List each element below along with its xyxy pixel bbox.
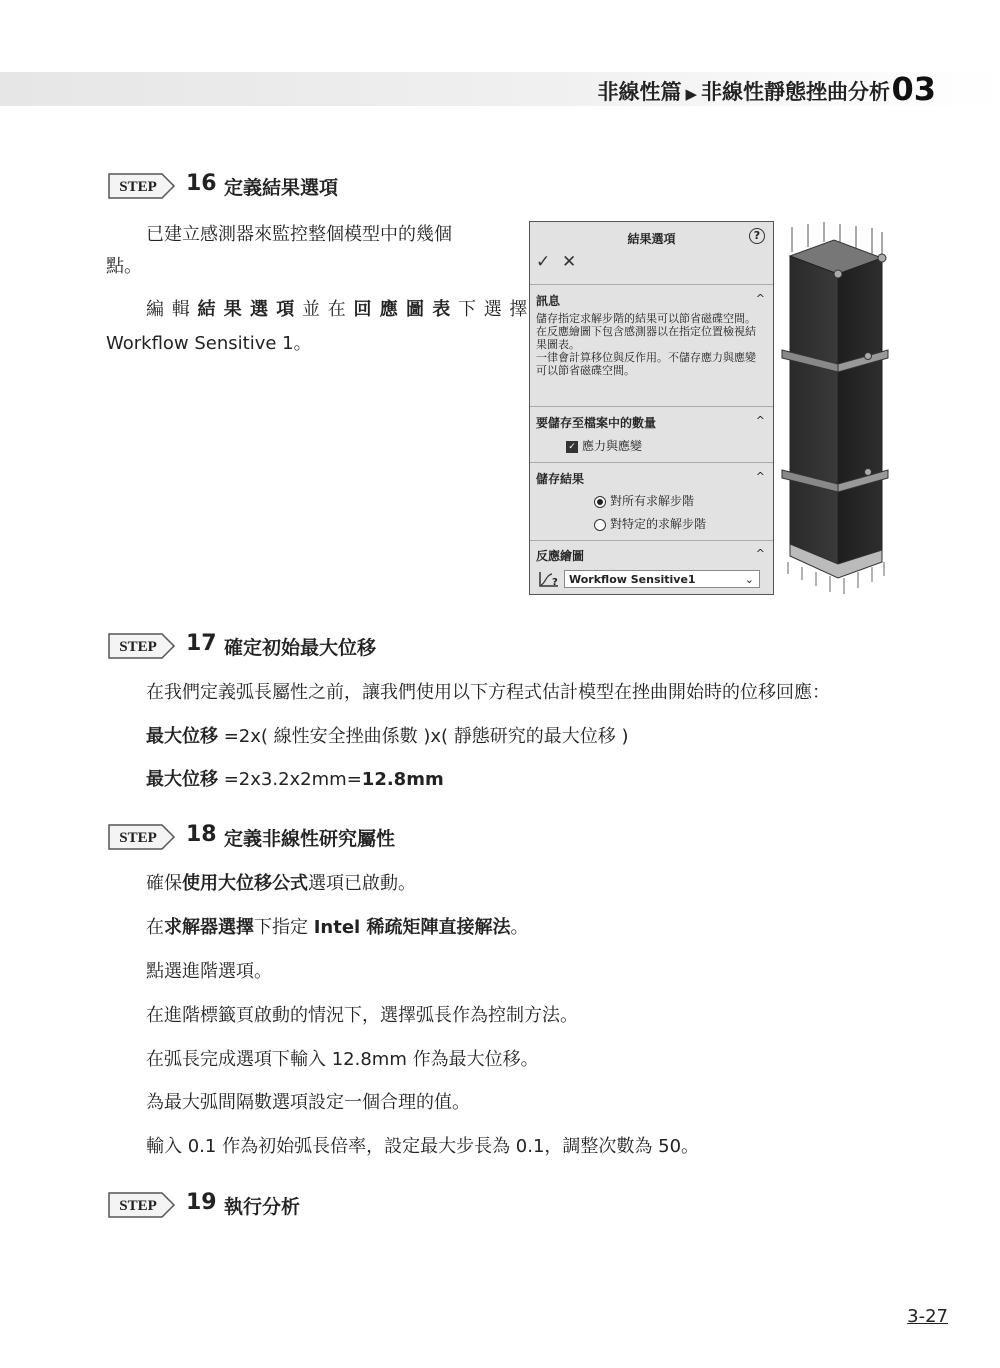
checkbox-checked-icon[interactable]: ✓: [566, 441, 578, 453]
step-badge: [108, 1191, 176, 1219]
dropdown-value: Workflow Sensitive1: [569, 573, 696, 586]
paragraph: 在弧長完成選項下輸入 12.8mm 作為最大位移。: [146, 1049, 539, 1070]
radio-unselected-icon[interactable]: [594, 519, 606, 531]
step-number: 16: [186, 171, 217, 196]
response-sensor-dropdown[interactable]: [564, 570, 760, 588]
radio-label: 對所有求解步階: [610, 494, 695, 508]
section-save-header[interactable]: 儲存結果: [536, 472, 585, 486]
step-badge: [108, 172, 176, 200]
svg-text:?: ?: [552, 577, 558, 588]
section-divider: [530, 406, 773, 407]
running-header: [597, 76, 890, 106]
section-divider: [530, 462, 773, 463]
section-quantities-header[interactable]: 要儲存至檔案中的數量: [536, 416, 657, 430]
radio-all-steps[interactable]: [594, 492, 694, 509]
step-badge-text: STEP: [119, 1198, 157, 1214]
step-number: 19: [186, 1190, 217, 1215]
bold-term: Intel 稀疏矩陣直接解法: [313, 917, 511, 938]
section-divider: [530, 284, 773, 285]
paragraph: [146, 913, 529, 939]
bold-term: 求解器選擇: [164, 917, 254, 938]
step-title: 執行分析: [224, 1196, 301, 1218]
text-span: 下 選 擇: [451, 299, 529, 320]
bold-term: 回 應 圖 表: [353, 299, 452, 320]
chevron-up-icon[interactable]: ^: [755, 470, 765, 483]
cancel-icon[interactable]: ✕: [562, 252, 577, 272]
chevron-up-icon[interactable]: ^: [755, 547, 765, 560]
section-message-header[interactable]: 訊息: [536, 294, 561, 308]
chapter-number: 03: [891, 70, 936, 108]
bold-term: 結 果 選 項: [197, 299, 296, 320]
paragraph: 在我們定義弧長屬性之前，讓我們使用以下方程式估計模型在挫曲開始時的位移回應：: [146, 682, 830, 703]
paragraph: [146, 722, 629, 748]
radio-selected-icon[interactable]: [594, 496, 606, 508]
step-title: 定義非線性研究屬性: [224, 828, 396, 850]
step-title: 定義結果選項: [224, 177, 339, 199]
bold-term: 12.8mm: [361, 769, 444, 790]
text-span: =2x( 線性安全挫曲係數 )x( 靜態研究的最大位移 ): [218, 726, 629, 747]
panel-title: 結果選項: [627, 232, 676, 246]
paragraph: 為最大弧間隔數選項設定一個合理的值。: [146, 1092, 470, 1113]
text-span: 選項已啟動。: [308, 873, 416, 894]
bold-term: 使用大位移公式: [182, 873, 308, 894]
step-badge: [108, 632, 176, 660]
text-span: =2x3.2x2mm=: [218, 769, 362, 790]
checkbox-label: 應力與應變: [582, 439, 643, 453]
chevron-down-icon[interactable]: ⌄: [744, 573, 754, 586]
bold-term: 最大位移: [146, 769, 218, 790]
column-model-image: [778, 222, 898, 602]
header-topic: 非線性靜態挫曲分析: [701, 80, 890, 104]
chevron-up-icon[interactable]: ^: [755, 292, 765, 305]
response-graph-icon: [538, 570, 560, 588]
paragraph: Workflow Sensitive 1。: [106, 333, 312, 354]
paragraph: 點。: [106, 256, 142, 277]
text-span: 確保: [146, 873, 182, 894]
paragraph: 點選進階選項。: [146, 961, 272, 982]
paragraph: 在進階標籤頁啟動的情況下，選擇弧長作為控制方法。: [146, 1005, 578, 1026]
bold-term: 最大位移: [146, 726, 218, 747]
section-response-header[interactable]: 反應繪圖: [536, 549, 585, 563]
help-icon[interactable]: ?: [749, 228, 765, 244]
step-title: 確定初始最大位移: [224, 637, 377, 659]
page-number: 3-27: [907, 1306, 948, 1327]
step-badge-text: STEP: [119, 179, 157, 195]
paragraph: 輸入 0.1 作為初始弧長倍率，設定最大步長為 0.1，調整次數為 50。: [146, 1136, 700, 1157]
paragraph: 已建立感測器來監控整個模型中的幾個: [146, 224, 452, 245]
paragraph: [146, 869, 416, 895]
step-badge: [108, 823, 176, 851]
radio-specific-steps[interactable]: [594, 515, 706, 532]
text-span: 在: [146, 917, 164, 938]
text-span: 並 在: [295, 299, 354, 320]
chevron-up-icon[interactable]: ^: [755, 414, 765, 427]
results-options-panel: [529, 221, 774, 595]
radio-label: 對特定的求解步階: [610, 517, 707, 531]
paragraph: [146, 765, 444, 791]
text-span: 。: [510, 917, 529, 938]
step-badge-text: STEP: [119, 639, 157, 655]
stress-strain-checkbox[interactable]: [566, 437, 642, 454]
text-span: 編 輯: [146, 299, 198, 320]
header-part: 非線性篇: [597, 80, 682, 104]
step-badge-text: STEP: [119, 830, 157, 846]
step-number: 18: [186, 822, 217, 847]
paragraph: [146, 295, 528, 321]
message-text: 儲存指定求解步階的結果可以節省磁碟空間。 在反應繪圖下包含感測器以在指定位置檢視結果圖表。 一律會計算移位與反作用。不儲存應力與應變可以節省磁碟空間。: [536, 312, 756, 377]
header-arrow: ▶: [685, 85, 697, 103]
step-number: 17: [186, 631, 217, 656]
ok-icon[interactable]: ✓: [536, 252, 551, 272]
text-span: 下指定: [254, 917, 314, 938]
section-divider: [530, 540, 773, 541]
